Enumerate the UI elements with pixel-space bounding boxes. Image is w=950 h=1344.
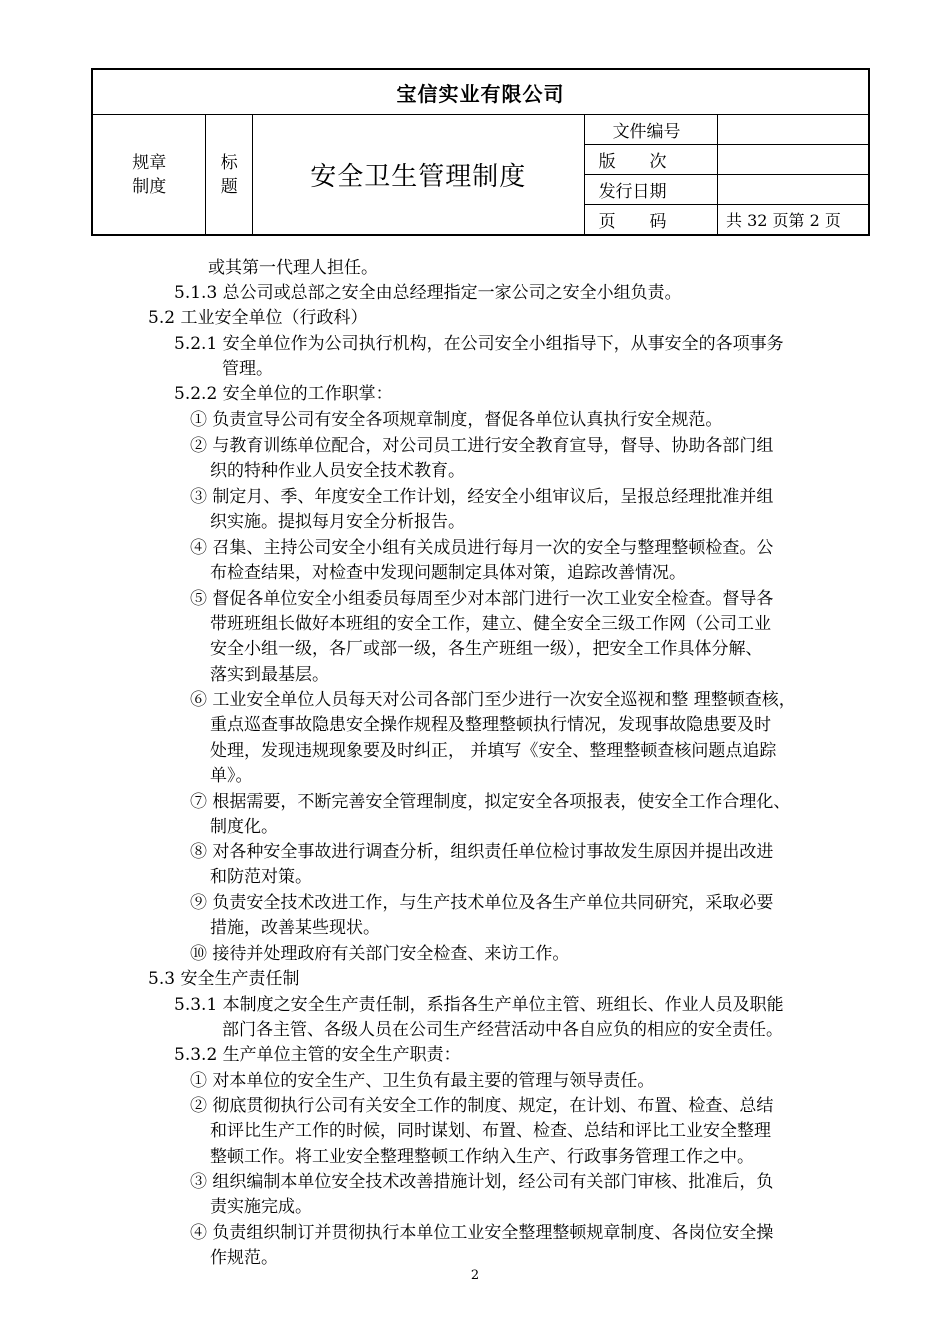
list-item: ⑤ 督促各单位安全小组委员每周至少对本部门进行一次工业安全检查。督导各	[190, 589, 774, 609]
field-value-issue-date	[718, 175, 870, 205]
title-label-line-1: 标	[220, 152, 238, 173]
field-value-page: 共 32 页第 2 页	[718, 205, 870, 236]
list-item-cont: 织的特种作业人员安全技术教育。	[210, 461, 465, 481]
list-item-cont: 布检查结果，对检查中发现问题制定具体对策，追踪改善情况。	[210, 563, 686, 583]
field-label-issue-date: 发行日期	[584, 175, 717, 205]
list-item-cont: 安全小组一级，各厂或部一级，各生产班组一级），把安全工作具体分解、	[210, 639, 763, 659]
list-item: ② 与教育训练单位配合，对公司员工进行安全教育宣导，督导、协助各部门组	[190, 436, 774, 456]
body-line: 或其第一代理人担任。	[208, 258, 378, 278]
body-line: 5.3.2 生产单位主管的安全生产职责：	[174, 1045, 461, 1065]
field-label-page: 页 码	[584, 205, 717, 236]
list-item: ⑩ 接待并处理政府有关部门安全检查、来访工作。	[190, 944, 570, 964]
list-item-cont: 处理，发现违规现象要及时纠正， 并填写《安全、整理整顿查核问题点追踪	[210, 741, 777, 761]
list-item-cont: 织实施。提拟每月安全分析报告。	[210, 512, 465, 532]
field-value-doc-number	[718, 115, 870, 145]
list-item-cont: 整顿工作。将工业安全整理整顿工作纳入生产、行政事务管理工作之中。	[210, 1147, 754, 1167]
list-item-cont: 责实施完成。	[210, 1197, 312, 1217]
field-label-version: 版 次	[584, 145, 717, 175]
list-item-cont: 和防范对策。	[210, 867, 312, 887]
list-item-cont: 和评比生产工作的时候，同时谋划、布置、检查、总结和评比工业安全整理	[210, 1121, 771, 1141]
section-heading: 5.2 工业安全单位（行政科）	[148, 308, 368, 328]
list-item: ④ 负责组织制订并贯彻执行本单位工业安全整理整顿规章制度、各岗位安全操	[190, 1223, 774, 1243]
list-item-cont: 作规范。	[210, 1248, 278, 1268]
category-line-1: 规章	[132, 152, 167, 173]
document-title: 安全卫生管理制度	[253, 115, 585, 236]
body-line: 5.1.3 总公司或总部之安全由总经理指定一家公司之安全小组负责。	[174, 283, 682, 303]
list-item: ⑥ 工业安全单位人员每天对公司各部门至少进行一次安全巡视和整 理整顿查核，	[190, 690, 796, 710]
field-label-doc-number: 文件编号	[584, 115, 717, 145]
list-item-cont: 带班班组长做好本班组的安全工作，建立、健全安全三级工作网（公司工业	[210, 614, 771, 634]
category-line-2: 制度	[132, 176, 167, 197]
list-item-cont: 制度化。	[210, 817, 278, 837]
list-item-cont: 重点巡查事故隐患安全操作规程及整理整顿执行情况，发现事故隐患要及时	[210, 715, 771, 735]
list-item: ③ 组织编制本单位安全技术改善措施计划，经公司有关部门审核、批准后，负	[190, 1172, 774, 1192]
list-item: ③ 制定月、季、年度安全工作计划，经安全小组审议后，呈报总经理批准并组	[190, 487, 774, 507]
list-item: ④ 召集、主持公司安全小组有关成员进行每月一次的安全与整理整顿检查。公	[190, 538, 774, 558]
list-item: ① 对本单位的安全生产、卫生负有最主要的管理与领导责任。	[190, 1071, 655, 1091]
body-line: 5.2.2 安全单位的工作职掌：	[174, 384, 393, 404]
body-line: 部门各主管、各级人员在公司生产经营活动中各自应负的相应的安全责任。	[222, 1020, 783, 1040]
list-item: ② 彻底贯彻执行公司有关安全工作的制度、规定，在计划、布置、检查、总结	[190, 1096, 774, 1116]
title-label-cell	[206, 115, 253, 236]
page-number: 2	[470, 1268, 480, 1283]
title-label-line-2: 题	[220, 176, 238, 197]
list-item: ⑧ 对各种安全事故进行调查分析，组织责任单位检讨事故发生原因并提出改进	[190, 842, 774, 862]
body-line: 5.3.1 本制度之安全生产责任制，系指各生产单位主管、班组长、作业人员及职能	[174, 995, 784, 1015]
list-item-cont: 措施，改善某些现状。	[210, 918, 380, 938]
category-cell	[92, 115, 206, 236]
list-item: ⑨ 负责安全技术改进工作，与生产技术单位及各生产单位共同研究，采取必要	[190, 893, 774, 913]
list-item-cont: 落实到最基层。	[210, 665, 329, 685]
document-header-table	[91, 68, 870, 236]
body-line: 管理。	[222, 359, 273, 379]
field-value-version	[718, 145, 870, 175]
body-line: 5.2.1 安全单位作为公司执行机构，在公司安全小组指导下，从事安全的各项事务	[174, 334, 784, 354]
list-item-cont: 单》。	[210, 766, 253, 786]
company-name: 宝信实业有限公司	[92, 69, 869, 115]
list-item: ⑦ 根据需要，不断完善安全管理制度，拟定安全各项报表，使安全工作合理化、	[190, 792, 791, 812]
list-item: ① 负责宣导公司有安全各项规章制度，督促各单位认真执行安全规范。	[190, 410, 723, 430]
section-heading: 5.3 安全生产责任制	[148, 969, 300, 989]
